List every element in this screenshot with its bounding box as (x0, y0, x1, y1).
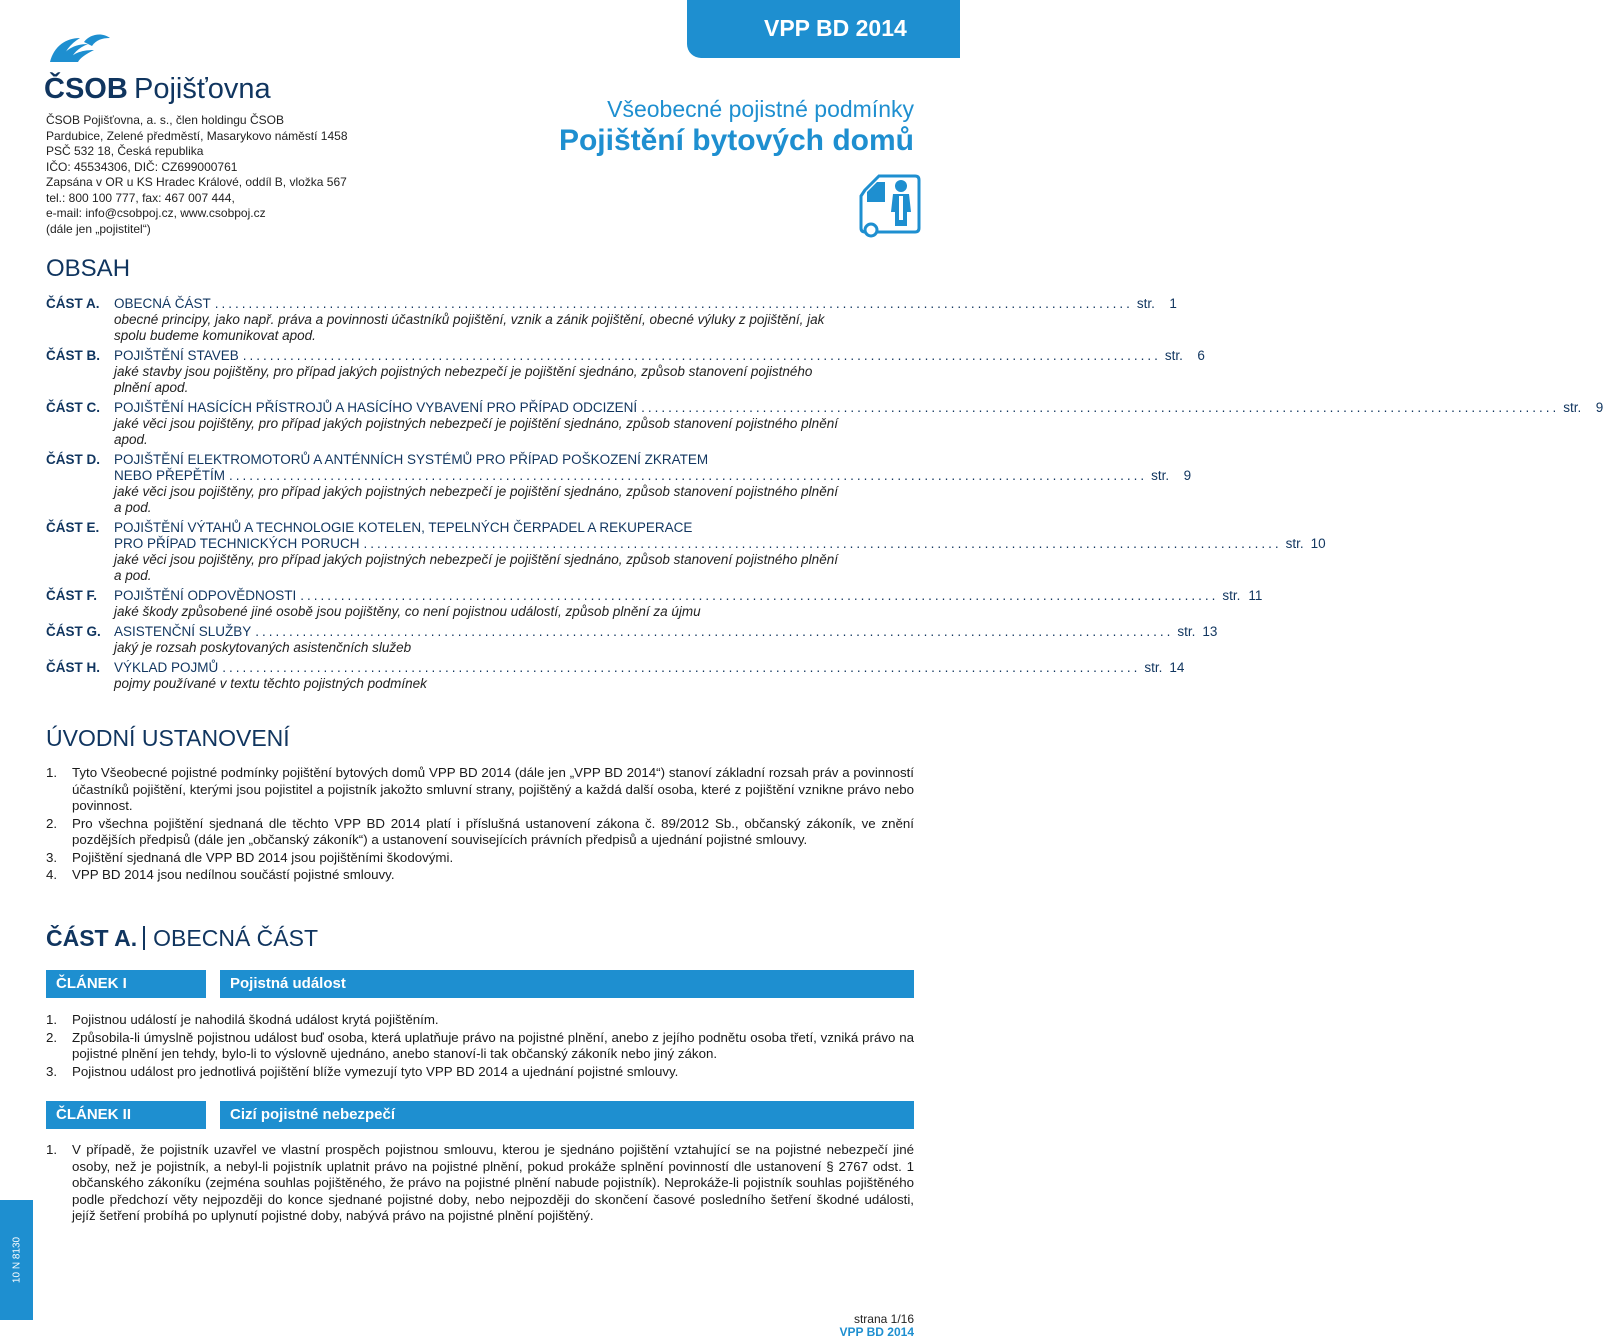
article-name: Cizí pojistné nebezpečí (220, 1101, 914, 1129)
article-1-clauses (46, 1012, 914, 1081)
clause-number: 1. (46, 765, 58, 780)
document-code: VPP BD 2014 (764, 15, 907, 41)
toc-page-number: 9 (1183, 468, 1192, 483)
toc-description: jaké věci jsou pojištěny, pro případ jakých pojistných nebezpečí je pojištění sjednáno, způsob stanovení pojistného plnění a pod. (114, 484, 838, 515)
document-subtitle: Všeobecné pojistné podmínky (607, 96, 914, 122)
company-line: PSČ 532 18, Česká republika (46, 144, 204, 158)
article-number: ČLÁNEK II (46, 1101, 206, 1129)
clause-number: 2. (46, 815, 58, 831)
clause-text: Pojistnou událost pro jednotlivá pojištění blíže vymezují tyto VPP BD 2014 a ujednání pojistné smlouvy. (72, 1063, 679, 1079)
building-insurance-icon (855, 168, 923, 238)
toc-description: jaké škody způsobené jiné osobě jsou pojištěny, co není pojistnou událostí, způsob plnění za újmu (114, 604, 701, 619)
clause-number: 2. (46, 1029, 58, 1045)
toc-title: POJIŠTĚNÍ ODPOVĚDNOSTI (114, 588, 297, 603)
company-info (46, 113, 348, 237)
article-1-header (46, 970, 914, 998)
toc-item[interactable]: ČÁST F. POJIŠTĚNÍ ODPOVĚDNOSTI ........................................................................................................................................ str. 11 jaké škody způsobené jiné osobě jsou pojištěny, co není pojistnou událostí, způsob plnění za újmu (46, 588, 1263, 619)
toc-part: ČÁST B. (46, 348, 100, 363)
toc-title-continued: PRO PŘÍPAD TECHNICKÝCH PORUCH (114, 536, 360, 551)
toc-title: OBECNÁ ČÁST (114, 296, 211, 311)
csob-logo (44, 32, 294, 104)
clause-number: 1. (46, 1142, 58, 1157)
toc-item[interactable]: ČÁST H. VÝKLAD POJMŮ ........................................................................................................................................ str. 14 pojmy používané v textu těchto pojistných podmínek (46, 660, 1185, 691)
toc-part: ČÁST E. (46, 520, 100, 535)
table-of-contents (46, 296, 1603, 696)
form-code-strip (0, 1200, 33, 1320)
toc-title: POJIŠTĚNÍ VÝTAHŮ A TECHNOLOGIE KOTELEN, TEPELNÝCH ČERPADEL A REKUPERACE (114, 520, 693, 535)
toc-description: jaké věci jsou pojištěny, pro případ jakých pojistných nebezpečí je pojištění sjednáno, způsob stanovení pojistného plnění apod. (114, 416, 838, 447)
clause-text: Pojištění sjednaná dle VPP BD 2014 jsou pojištěními škodovými. (72, 849, 454, 865)
toc-description: obecné principy, jako např. práva a povinnosti účastníků pojištění, vznik a zánik pojištění, obecné výluky z pojištění, jak spolu budeme komunikovat apod. (114, 312, 825, 343)
toc-page-prefix: str. (1144, 660, 1163, 675)
part-a-heading (46, 925, 318, 952)
list-item (46, 1064, 914, 1081)
article-2-clauses (46, 1142, 914, 1226)
toc-description: jaké stavby jsou pojištěny, pro případ jakých pojistných nebezpečí je pojištění sjednáno, způsob stanovení pojistného plnění apod. (114, 364, 813, 395)
toc-item[interactable]: ČÁST A. OBECNÁ ČÁST ........................................................................................................................................ str. 1 obecné principy, jako např. práva a povinnosti účastníků pojištění, vznik a zánik pojištění, obecné výluky z pojištění, jak spolu budeme komunikovat apod. (46, 296, 1177, 343)
toc-page-prefix: str. (1563, 400, 1582, 415)
document-code-tab (687, 0, 960, 58)
page-number: strana 1/16 (853, 1312, 914, 1326)
toc-item[interactable]: ČÁST G. ASISTENČNÍ SLUŽBY ........................................................................................................................................ str. 13 jaký je rozsah poskytovaných asistenčních služeb (46, 624, 1218, 655)
list-item (46, 1012, 914, 1029)
clause-text: Způsobila-li úmyslně pojistnou událost buď osoba, která uplatňuje právo na pojistné plnění, anebo z jejího podnětu osoba třetí, vzniká právo na pojistné plnění jen tehdy, bylo-li to výslovně ujednáno, anebo stanoví-li tak občanský zákoník nebo jiný zákon. (72, 1029, 914, 1061)
list-item (46, 765, 914, 815)
clause-number: 4. (46, 867, 58, 882)
list-item (46, 1030, 914, 1063)
toc-part: ČÁST G. (46, 624, 101, 639)
part-a-label: ČÁST A. (46, 925, 138, 951)
company-line: (dále jen „pojistitel“) (46, 221, 151, 236)
part-a-title: OBECNÁ ČÁST (153, 925, 319, 951)
toc-title: POJIŠTĚNÍ STAVEB (114, 348, 239, 363)
clause-text: Pojistnou událostí je nahodilá škodná událost krytá pojištěním. (72, 1012, 439, 1027)
toc-page-prefix: str. (1151, 468, 1170, 483)
toc-page-prefix: str. (1222, 588, 1241, 603)
document-title: Pojištění bytových domů (558, 124, 914, 157)
toc-page-number: 9 (1595, 400, 1603, 415)
toc-page-prefix: str. (1164, 348, 1183, 363)
article-number: ČLÁNEK I (46, 970, 206, 998)
form-code: 10 N 8130 (11, 1236, 22, 1284)
company-line: IČO: 45534306, DIČ: CZ699000761 (46, 159, 238, 174)
list-item (46, 867, 914, 884)
toc-page-number: 11 (1248, 588, 1263, 603)
toc-description: jaký je rozsah poskytovaných asistenčních služeb (114, 640, 412, 655)
toc-part: ČÁST H. (46, 660, 100, 675)
company-line: Pardubice, Zelené předměstí, Masarykovo náměstí 1458 (46, 128, 348, 143)
clause-number: 3. (46, 1063, 58, 1079)
toc-description: pojmy používané v textu těchto pojistných podmínek (114, 676, 427, 691)
clause-text: Pro všechna pojištění sjednaná dle těchto VPP BD 2014 platí i příslušná ustanovení zákona č. 89/2012 Sb., občanský zákoník, ve znění pozdějších předpisů (dále jen „občanský zákoník“) a ustanovení souvisejících právních předpisů a ujednání pojistné smlouvy. (72, 815, 914, 847)
list-item (46, 1142, 914, 1225)
toc-title: POJIŠTĚNÍ ELEKTROMOTORŮ A ANTÉNNÍCH SYSTÉMŮ PRO PŘÍPAD POŠKOZENÍ ZKRATEM (114, 452, 709, 467)
toc-title: VÝKLAD POJMŮ (114, 660, 219, 675)
clause-number: 3. (46, 849, 58, 865)
toc-part: ČÁST C. (46, 400, 100, 415)
toc-page-prefix: str. (1136, 296, 1155, 311)
toc-title: ASISTENČNÍ SLUŽBY (114, 624, 252, 639)
toc-heading: OBSAH (46, 255, 131, 282)
clause-text: VPP BD 2014 jsou nedílnou součástí pojistné smlouvy. (72, 867, 395, 882)
logo-text-csob: ČSOB (44, 73, 128, 105)
toc-item[interactable]: ČÁST D. POJIŠTĚNÍ ELEKTROMOTORŮ A ANTÉNNÍCH SYSTÉMŮ PRO PŘÍPAD POŠKOZENÍ ZKRATEM NEBO PŘEPĚTÍM ........................................................................................................................................ str. 9 jaké věci jsou pojištěny, pro případ jakých pojistných nebezpečí je pojištění sjednáno, způsob stanovení pojistného plnění a pod. (46, 452, 1192, 515)
company-line: ČSOB Pojišťovna, a. s., člen holdingu ČSOB (46, 113, 284, 127)
company-line: e-mail: info@csobpoj.cz, www.csobpoj.cz (46, 206, 266, 220)
toc-part: ČÁST A. (46, 296, 100, 311)
toc-page-prefix: str. (1285, 536, 1304, 551)
footer-document-code: VPP BD 2014 (839, 1325, 914, 1339)
toc-description: jaké věci jsou pojištěny, pro případ jakých pojistných nebezpečí je pojištění sjednáno, způsob stanovení pojistného plnění a pod. (114, 552, 838, 583)
list-item (46, 816, 914, 849)
toc-item[interactable]: ČÁST B. POJIŠTĚNÍ STAVEB ........................................................................................................................................ str. 6 jaké stavby jsou pojištěny, pro případ jakých pojistných nebezpečí je pojištění sjednáno, způsob stanovení pojistného plnění apod. (46, 348, 1205, 395)
company-line: tel.: 800 100 777, fax: 467 007 444, (46, 190, 235, 205)
toc-page-number: 6 (1197, 348, 1205, 363)
list-item (46, 850, 914, 867)
toc-item[interactable]: ČÁST C. POJIŠTĚNÍ HASÍCÍCH PŘÍSTROJŮ A HASÍCÍHO VYBAVENÍ PRO PŘÍPAD ODCIZENÍ ........................................................................................................................................ str. 9 jaké věci jsou pojištěny, pro případ jakých pojistných nebezpečí je pojištění sjednáno, způsob stanovení pojistného plnění apod. (46, 400, 1603, 447)
toc-title: POJIŠTĚNÍ HASÍCÍCH PŘÍSTROJŮ A HASÍCÍHO VYBAVENÍ PRO PŘÍPAD ODCIZENÍ (114, 400, 638, 415)
toc-item[interactable]: ČÁST E. POJIŠTĚNÍ VÝTAHŮ A TECHNOLOGIE KOTELEN, TEPELNÝCH ČERPADEL A REKUPERACE PRO PŘÍPAD TECHNICKÝCH PORUCH ........................................................................................................................................ str. 10 jaké věci jsou pojištěny, pro případ jakých pojistných nebezpečí je pojištění sjednáno, způsob stanovení pojistného plnění a pod. (46, 520, 1326, 583)
divider (143, 926, 145, 950)
toc-part: ČÁST F. (46, 588, 98, 603)
clause-number: 1. (46, 1012, 58, 1027)
intro-clauses (46, 765, 914, 885)
toc-part: ČÁST D. (46, 452, 100, 467)
toc-page-number: 14 (1169, 660, 1185, 675)
clause-text: V případě, že pojistník uzavřel ve vlastní prospěch pojistnou smlouvu, kterou je sjednáno pojištění vztahující se na pojistné nebezpečí jiné osoby, než je pojistník, a nebyl-li pojistník uplatnit právo na pojistné plnění, pokud prokáže splnění povinností dle ustanovení § 2767 odst. 1 občanského zákoníku (zejména souhlas pojištěného, že právo na pojistné plnění nabude pojistník). Neprokáže-li pojistník souhlas pojištěného podle předchozí věty nejpozději do konce sjednané pojistné doby, nebo nejpozději do skončení časové posledního šetření škodné události, jejíž šetření probíhá po uplynutí pojistné doby, nabývá právo na pojistné plnění pojištěný. (72, 1142, 914, 1223)
company-line: Zapsána v OR u KS Hradec Králové, oddíl B, vložka 567 (46, 175, 347, 189)
logo-text-pojistovna: Pojišťovna (134, 73, 271, 105)
article-name: Pojistná událost (220, 970, 914, 998)
toc-page-prefix: str. (1177, 624, 1196, 639)
article-2-header (46, 1101, 914, 1129)
toc-page-number: 1 (1169, 296, 1177, 311)
toc-title-continued: NEBO PŘEPĚTÍM (114, 468, 226, 483)
toc-page-number: 13 (1202, 624, 1218, 639)
section-heading-intro: ÚVODNÍ USTANOVENÍ (46, 725, 290, 751)
toc-page-number: 10 (1310, 536, 1326, 551)
clause-text: Tyto Všeobecné pojistné podmínky pojištění bytových domů VPP BD 2014 (dále jen „VPP BD 2014“) stanoví základní rozsah práv a povinností účastníků pojištění, kterými jsou pojistitel a pojistník jakožto smluvní strany, pojištěný a každá další osoba, které z pojištění vznikne právo nebo povinnost. (72, 765, 914, 813)
